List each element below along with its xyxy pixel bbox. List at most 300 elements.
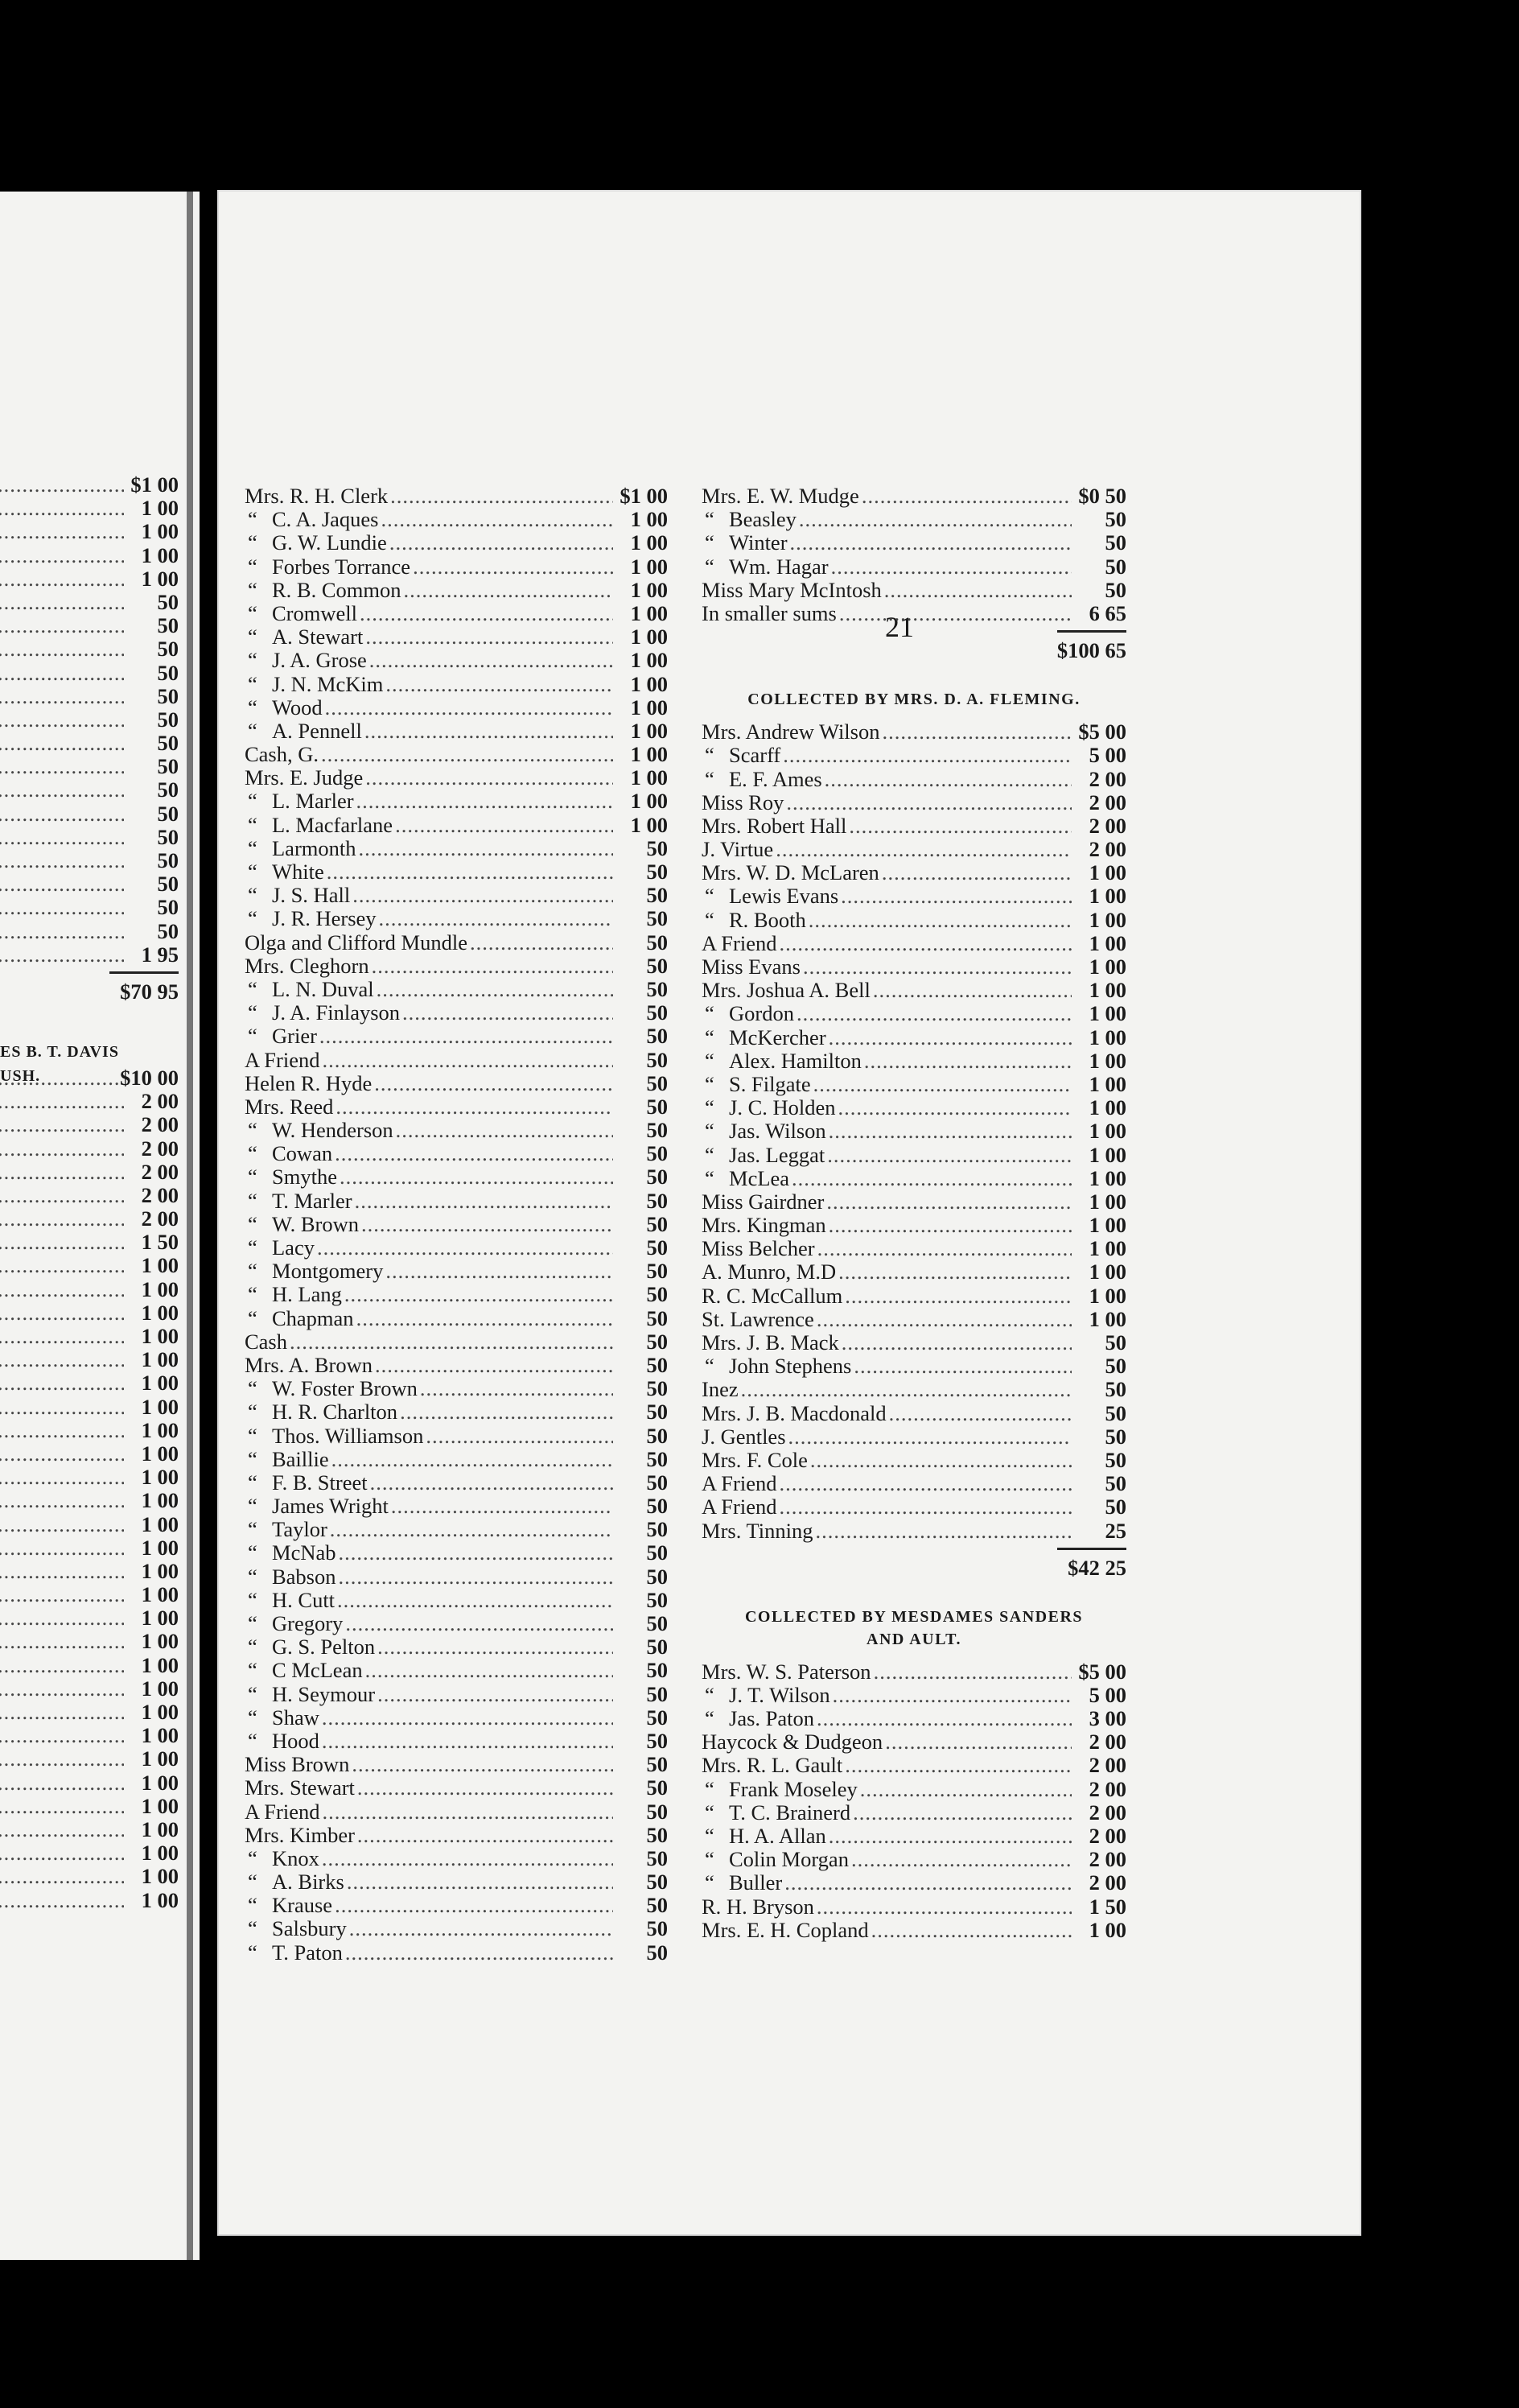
contributor-name: “ T. C. Brainerd [702, 1801, 850, 1825]
dot-leader [0, 1231, 124, 1254]
contribution-amount: 50 [646, 1165, 668, 1190]
contribution-amount: 2 00 [141, 1112, 179, 1137]
dot-leader [332, 1894, 613, 1917]
dot-leader [0, 849, 124, 872]
dot-leader [349, 1753, 613, 1776]
contributor-name: Mrs. Kingman [702, 1213, 826, 1238]
left-fragment-heading: ES B. T. DAVIS USH. [0, 1043, 119, 1085]
dot-leader [375, 1635, 613, 1659]
dot-leader [355, 1776, 613, 1800]
dot-leader [373, 1354, 613, 1377]
contribution-amount: 50 [157, 824, 179, 849]
contribution-row [702, 531, 1126, 555]
contribution-row [245, 1025, 668, 1048]
contributor-name: “ J. A. Grose [245, 649, 367, 672]
contribution-amount: 50 [646, 1141, 668, 1166]
contributor-name: Miss Gairdner [702, 1189, 825, 1214]
contributor-name: “ H. Cutt [245, 1589, 335, 1612]
dot-leader [0, 1818, 124, 1841]
contribution-amount: 1 00 [1089, 930, 1126, 955]
dot-leader [379, 508, 614, 531]
contribution-amount: 1 00 [141, 1441, 179, 1466]
contribution-row [702, 555, 1126, 579]
contribution-amount: 50 [646, 1376, 668, 1401]
contribution-amount: 50 [157, 895, 179, 920]
contribution-row [245, 907, 668, 930]
dot-leader [788, 531, 1072, 555]
contributor-name: Olga and Clifford Mundle [245, 930, 467, 955]
contribution-amount: 50 [646, 1070, 668, 1095]
dot-leader [0, 1841, 124, 1865]
contribution-amount: 50 [646, 930, 668, 955]
contribution-amount: 50 [1105, 577, 1126, 602]
contribution-amount: 50 [646, 835, 668, 860]
dot-leader [0, 1795, 124, 1818]
dot-leader [850, 1801, 1072, 1825]
dot-leader [356, 837, 614, 860]
dot-leader [739, 1378, 1072, 1401]
contribution-row [702, 955, 1126, 979]
contributor-name: Helen R. Hyde [245, 1070, 373, 1095]
dot-leader [0, 1677, 124, 1701]
contribution-row [245, 1001, 668, 1025]
contributor-name: St. Lawrence [702, 1306, 814, 1331]
contribution-row [0, 1889, 179, 1912]
contribution-row [702, 979, 1126, 1002]
contribution-amount: 2 00 [1089, 790, 1126, 814]
dot-leader [824, 1190, 1072, 1214]
dot-leader [806, 909, 1072, 932]
dot-leader [871, 1660, 1072, 1684]
contribution-row [245, 955, 668, 978]
contributor-name: “ H. A. Allan [702, 1825, 826, 1848]
contribution-amount: 50 [646, 1705, 668, 1730]
dot-leader [786, 1425, 1072, 1449]
contribution-row [702, 1237, 1126, 1260]
dot-leader [0, 1090, 124, 1113]
contribution-amount: 50 [646, 1728, 668, 1753]
dot-leader [784, 791, 1072, 814]
dot-leader [869, 1919, 1072, 1942]
contribution-row [702, 838, 1126, 861]
contributor-name: “ Cromwell [245, 602, 357, 625]
contributor-name: “ Alex. Hamilton [702, 1049, 862, 1073]
contribution-amount: 1 00 [141, 1770, 179, 1795]
dot-leader [343, 1612, 613, 1635]
dot-leader [773, 838, 1072, 861]
contribution-row [245, 790, 668, 813]
contributor-name: Miss Mary McIntosh [702, 577, 882, 602]
contribution-row [0, 849, 179, 872]
dot-leader [315, 1236, 613, 1260]
contribution-amount: 50 [1105, 1495, 1126, 1519]
contributor-name: “ Salsbury [245, 1917, 347, 1940]
contribution-row [0, 1583, 179, 1606]
contributor-name: “ C. A. Jaques [245, 508, 379, 531]
contribution-row [0, 943, 179, 967]
contribution-row [0, 872, 179, 896]
contribution-amount: 50 [646, 1000, 668, 1025]
contributor-name: “ S. Filgate [702, 1073, 811, 1096]
dot-leader [319, 1706, 613, 1730]
contribution-amount: 50 [1105, 1354, 1126, 1379]
contribution-amount: 1 00 [1089, 1213, 1126, 1238]
contribution-row [245, 1495, 668, 1518]
dot-leader [363, 766, 613, 790]
dot-leader [849, 1848, 1072, 1871]
contribution-row [0, 1865, 179, 1888]
contribution-row [245, 1941, 668, 1965]
section-3-list [702, 1660, 1126, 1942]
dot-leader [388, 484, 613, 508]
contributor-name: Mrs. J. B. Macdonald [702, 1400, 887, 1425]
contribution-row [0, 826, 179, 849]
contribution-amount: 50 [646, 883, 668, 908]
contributor-name: Mrs. R. H. Clerk [245, 484, 389, 508]
dot-leader [324, 860, 613, 884]
contributor-name: “ Larmonth [245, 837, 356, 860]
contribution-row [702, 1144, 1126, 1167]
contribution-amount: 1 00 [141, 1652, 179, 1677]
dot-leader [335, 1541, 613, 1565]
contribution-amount: 1 00 [141, 1465, 179, 1490]
contribution-amount: 1 00 [1089, 1189, 1126, 1214]
dot-leader [357, 602, 613, 625]
dot-leader [780, 744, 1072, 767]
contribution-row [702, 1026, 1126, 1049]
contribution-row [702, 1895, 1126, 1919]
contribution-amount: 1 00 [141, 566, 179, 591]
contribution-row [702, 579, 1126, 602]
contribution-row [245, 696, 668, 720]
dot-leader [829, 555, 1072, 579]
contribution-row [0, 1113, 179, 1136]
contribution-amount: 1 00 [1089, 1236, 1126, 1261]
contribution-amount: 1 00 [141, 1746, 179, 1771]
contribution-amount: 1 00 [1089, 1119, 1126, 1144]
contribution-amount: 6 65 [1089, 600, 1126, 625]
contribution-amount: 50 [646, 1118, 668, 1143]
contribution-amount: 50 [157, 707, 179, 732]
contribution-row [245, 1706, 668, 1730]
dot-leader [851, 1354, 1072, 1378]
contribution-amount: 50 [646, 1188, 668, 1213]
dot-leader [871, 979, 1072, 1002]
contributor-name: “ McLea [702, 1167, 789, 1190]
contributor-name: A Friend [702, 1495, 777, 1519]
contribution-amount: 2 00 [141, 1182, 179, 1207]
contributor-name: A. Munro, M.D [702, 1260, 837, 1284]
contributor-name: “ Wm. Hagar [702, 555, 829, 579]
contribution-amount: 2 00 [1089, 1776, 1126, 1801]
dot-leader [397, 1400, 613, 1424]
contribution-row [702, 1214, 1126, 1237]
contributor-name: Mrs. R. L. Gault [702, 1753, 843, 1778]
contribution-amount: 1 00 [141, 496, 179, 521]
dot-leader [342, 1283, 613, 1306]
contributor-name: “ H. R. Charlton [245, 1400, 397, 1424]
contribution-amount: 50 [646, 1400, 668, 1425]
contribution-row [702, 1707, 1126, 1730]
contributor-name: “ McNab [245, 1541, 335, 1565]
contribution-row [702, 1190, 1126, 1214]
dot-leader [0, 1630, 124, 1653]
contribution-amount: 1 00 [630, 742, 668, 767]
contribution-amount: 50 [646, 1752, 668, 1777]
contributor-name: “ Hood [245, 1730, 319, 1753]
contribution-amount: 1 00 [141, 1606, 179, 1631]
contributor-name: “ Jas. Leggat [702, 1144, 825, 1167]
contribution-row [245, 1354, 668, 1377]
dot-leader [0, 708, 124, 732]
contribution-row [0, 755, 179, 778]
contribution-amount: 1 00 [1089, 1048, 1126, 1073]
contribution-amount: 1 00 [1089, 1283, 1126, 1308]
contribution-row [245, 978, 668, 1001]
dot-leader [0, 872, 124, 896]
contributions-column-right [702, 484, 1126, 1942]
contribution-row [245, 1518, 668, 1541]
contribution-row [702, 909, 1126, 932]
contribution-row [702, 1402, 1126, 1425]
contribution-amount: 50 [646, 906, 668, 931]
contribution-row [245, 1612, 668, 1635]
dot-leader [389, 1495, 613, 1518]
contribution-amount: 1 00 [141, 1629, 179, 1654]
dot-leader [0, 1560, 124, 1583]
dot-leader [830, 1684, 1072, 1707]
contribution-row [0, 778, 179, 802]
dot-leader [0, 1536, 124, 1560]
contribution-row [702, 1049, 1126, 1073]
contribution-amount: 50 [646, 1470, 668, 1495]
contribution-amount: 1 00 [141, 1253, 179, 1278]
contribution-row [245, 860, 668, 884]
contribution-row [0, 1771, 179, 1795]
contribution-amount: 50 [157, 637, 179, 662]
contributor-name: “ Wood [245, 696, 323, 720]
contributor-name: “ Krause [245, 1894, 332, 1917]
dot-leader [354, 790, 613, 813]
contributor-name: “ T. Marler [245, 1190, 352, 1213]
contribution-amount: 1 00 [1089, 1917, 1126, 1942]
contribution-row [702, 884, 1126, 908]
contributor-name: Mrs. E. H. Copland [702, 1917, 869, 1942]
contribution-amount: 1 00 [630, 671, 668, 696]
dot-leader [0, 685, 124, 708]
contribution-row [702, 1871, 1126, 1895]
dot-leader [343, 1941, 613, 1965]
contribution-amount: 2 00 [1089, 766, 1126, 791]
contributor-name: “ J. A. Finlayson [245, 1001, 400, 1025]
contribution-row [0, 1184, 179, 1207]
dot-leader [323, 696, 613, 720]
contribution-row [0, 1654, 179, 1677]
contributor-name: Cash [245, 1329, 287, 1354]
contribution-row [702, 1260, 1126, 1284]
dot-leader [363, 625, 613, 649]
contribution-row [245, 1283, 668, 1306]
contributor-name: Mrs. W. D. McLaren [702, 860, 879, 885]
dot-leader [336, 1565, 614, 1589]
contribution-amount: 50 [646, 1259, 668, 1284]
contribution-amount: $0 50 [1078, 484, 1126, 508]
dot-leader [782, 1871, 1072, 1895]
contribution-row [0, 520, 179, 543]
dot-leader [337, 1165, 613, 1189]
section-2-list [702, 720, 1126, 1543]
contribution-amount: $5 00 [1078, 720, 1126, 744]
contribution-amount: 1 00 [630, 530, 668, 555]
dot-leader [0, 1301, 124, 1325]
dot-leader [0, 662, 124, 685]
contribution-row [245, 1330, 668, 1354]
contribution-row [702, 791, 1126, 814]
contribution-amount: 1 50 [141, 1230, 179, 1255]
dot-leader [333, 1095, 613, 1119]
contribution-amount: 1 00 [630, 625, 668, 649]
dot-leader [410, 555, 613, 579]
contribution-row [245, 743, 668, 766]
contributor-name: “ L. Macfarlane [245, 814, 393, 837]
contribution-row [245, 1142, 668, 1165]
contribution-row [0, 1396, 179, 1419]
contributor-name: “ R. B. Common [245, 579, 401, 602]
contribution-amount: 50 [646, 1329, 668, 1354]
dot-leader [287, 1330, 613, 1354]
contribution-amount: 50 [646, 1024, 668, 1049]
contribution-row [0, 1701, 179, 1724]
contribution-amount: $1 00 [620, 484, 668, 508]
contributor-name: Mrs. Reed [245, 1094, 334, 1119]
contribution-row [0, 896, 179, 919]
dot-leader [811, 1073, 1072, 1096]
dot-leader [0, 1396, 124, 1419]
dot-leader [0, 637, 124, 661]
contribution-row [245, 1917, 668, 1940]
dot-leader [0, 732, 124, 755]
contribution-amount: 50 [646, 1094, 668, 1119]
dot-leader [0, 591, 124, 614]
contributor-name: “ Smythe [245, 1165, 337, 1189]
contribution-row [0, 1536, 179, 1560]
contributor-name: “ R. Booth [702, 909, 806, 932]
contribution-row [702, 744, 1126, 767]
dot-leader [0, 1137, 124, 1161]
contribution-row [0, 732, 179, 755]
contributor-name: Mrs. Cleghorn [245, 953, 369, 978]
dot-leader [0, 497, 124, 520]
contribution-amount: 1 00 [141, 1816, 179, 1841]
dot-leader [0, 1184, 124, 1207]
contributor-name: “ Shaw [245, 1706, 319, 1730]
dot-leader [0, 943, 124, 967]
dot-leader [0, 1161, 124, 1184]
dot-leader [320, 1049, 614, 1072]
contribution-amount: 50 [157, 589, 179, 614]
contribution-amount: 50 [1105, 554, 1126, 579]
dot-leader [826, 1825, 1072, 1848]
contribution-amount: 50 [646, 1494, 668, 1519]
contribution-row [0, 685, 179, 708]
contribution-amount: 1 00 [630, 554, 668, 579]
contribution-row [245, 602, 668, 625]
contributor-name: Mrs. W. S. Paterson [702, 1659, 871, 1684]
contribution-amount: 50 [1105, 1471, 1126, 1496]
contribution-amount: 1 00 [141, 542, 179, 567]
dot-leader [0, 1724, 124, 1747]
contribution-row [0, 1419, 179, 1442]
contribution-amount: 50 [646, 1822, 668, 1847]
contributor-name: “ W. Henderson [245, 1119, 393, 1142]
contributor-name: “ Buller [702, 1871, 782, 1895]
contributor-name: Mrs. A. Brown [245, 1352, 373, 1377]
dot-leader [327, 1518, 613, 1541]
contribution-amount: 2 00 [141, 1159, 179, 1184]
dot-leader [859, 484, 1072, 508]
contribution-row [702, 932, 1126, 955]
dot-leader [789, 1167, 1072, 1190]
contribution-row [245, 766, 668, 790]
contribution-row [702, 1096, 1126, 1119]
contributor-name: Mrs. Kimber [245, 1822, 355, 1847]
dot-leader [0, 1325, 124, 1348]
dot-leader [839, 1331, 1072, 1354]
contribution-amount: 50 [157, 660, 179, 685]
contribution-row [702, 720, 1126, 744]
contribution-amount: 1 00 [141, 1700, 179, 1724]
contributor-name: Mrs. J. B. Mack [702, 1330, 839, 1354]
contributor-name: Haycock & Dudgeon [702, 1730, 883, 1754]
contribution-row [0, 1090, 179, 1113]
contribution-amount: 50 [646, 1940, 668, 1965]
contribution-amount: 50 [646, 1517, 668, 1542]
contributor-name: “ McKercher [702, 1026, 826, 1049]
contribution-row [702, 1754, 1126, 1777]
dot-leader [352, 1190, 613, 1213]
dot-leader [0, 1371, 124, 1395]
dot-leader [363, 1659, 613, 1682]
contribution-amount: 50 [157, 918, 179, 943]
contribution-amount: 1 00 [630, 765, 668, 790]
contribution-row [245, 1190, 668, 1213]
contribution-row [245, 673, 668, 696]
contributor-name: “ Jas. Wilson [702, 1119, 826, 1143]
contribution-row [702, 1660, 1126, 1684]
dot-leader [317, 1025, 613, 1048]
contributor-name: “ G. W. Lundie [245, 531, 387, 555]
section-3-heading: COLLECTED BY MESDAMES SANDERS AND AULT. [744, 1607, 1084, 1648]
contribution-row [0, 1442, 179, 1466]
contributor-name: “ J. N. McKim [245, 673, 383, 696]
contribution-row [0, 1677, 179, 1701]
contribution-row [0, 1606, 179, 1630]
dot-leader [423, 1425, 613, 1448]
contribution-row [702, 1684, 1126, 1707]
dot-leader [838, 884, 1072, 908]
contribution-row [702, 1354, 1126, 1378]
dot-leader [0, 544, 124, 567]
contribution-amount: 2 00 [141, 1136, 179, 1161]
dot-leader [777, 932, 1072, 955]
contribution-row [245, 1119, 668, 1142]
contribution-amount: 1 00 [141, 1488, 179, 1513]
dot-leader [0, 1701, 124, 1724]
contribution-amount: 1 00 [630, 648, 668, 673]
contribution-row [0, 637, 179, 661]
contribution-amount: 2 00 [1089, 1847, 1126, 1872]
contribution-amount: 50 [157, 872, 179, 897]
